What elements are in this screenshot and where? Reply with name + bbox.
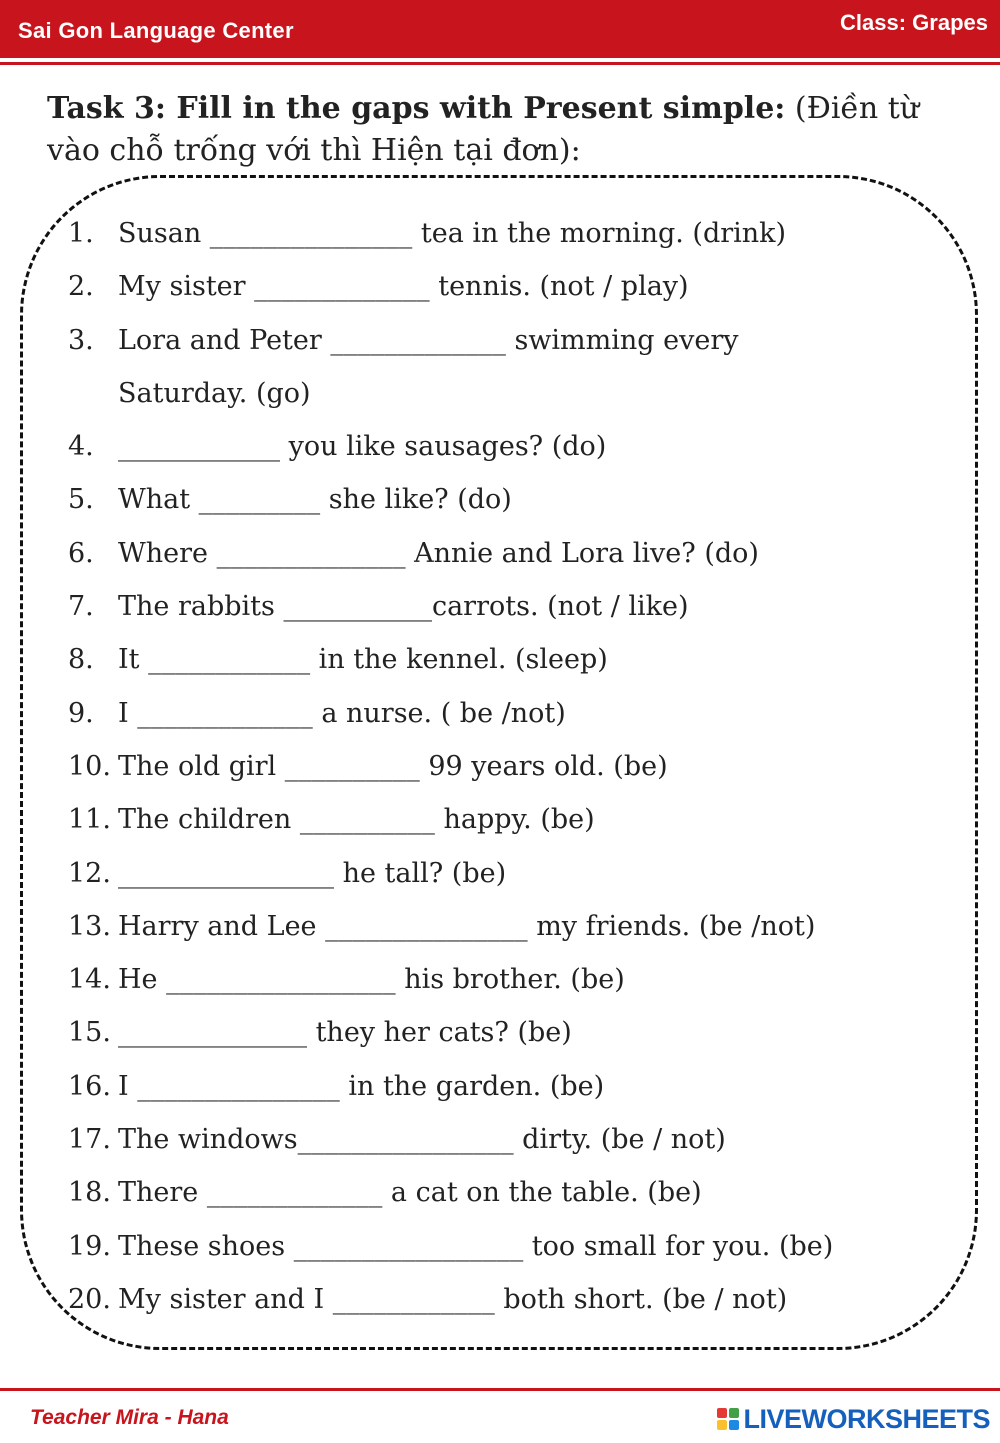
exercise-item bbox=[68, 1276, 968, 1329]
exercise-text: Where ______________ Annie and Lora live? (do) bbox=[118, 537, 759, 569]
brand-name: LIVEWORKSHEETS bbox=[743, 1403, 990, 1434]
exercise-item bbox=[68, 423, 968, 476]
header-divider bbox=[0, 62, 1000, 65]
exercise-text: He _________________ his brother. (be) bbox=[118, 964, 625, 996]
exercise-number: 12. bbox=[68, 857, 111, 889]
exercise-item bbox=[68, 583, 968, 636]
exercise-text: Lora and Peter _____________ swimming every bbox=[118, 324, 739, 356]
exercise-number: 5. bbox=[68, 484, 94, 516]
exercise-item bbox=[68, 1223, 968, 1276]
exercise-item bbox=[68, 370, 968, 423]
exercise-number: 3. bbox=[68, 324, 94, 356]
exercise-text: ______________ they her cats? (be) bbox=[118, 1017, 572, 1049]
task-title: Task 3: Fill in the gaps with Present simple: bbox=[47, 91, 786, 126]
exercise-number: 18. bbox=[68, 1177, 111, 1209]
task-instructions bbox=[47, 88, 977, 172]
exercise-list bbox=[68, 210, 968, 1329]
exercise-text: I _____________ a nurse. ( be /not) bbox=[118, 697, 566, 729]
logo-square-red bbox=[717, 1408, 727, 1418]
exercise-text: My sister and I ____________ both short. (be / not) bbox=[118, 1283, 788, 1315]
exercise-item bbox=[68, 956, 968, 1009]
exercise-number: 19. bbox=[68, 1230, 111, 1262]
exercise-item bbox=[68, 210, 968, 263]
exercise-item bbox=[68, 796, 968, 849]
exercise-number: 2. bbox=[68, 271, 94, 303]
exercise-text: ____________ you like sausages? (do) bbox=[118, 431, 607, 463]
exercise-number: 17. bbox=[68, 1124, 111, 1156]
exercise-text: What _________ she like? (do) bbox=[118, 484, 512, 516]
exercise-item bbox=[68, 690, 968, 743]
exercise-item bbox=[68, 850, 968, 903]
class-label: Class: Grapes bbox=[840, 10, 988, 35]
exercise-number: 20. bbox=[68, 1283, 111, 1315]
exercise-item bbox=[68, 1063, 968, 1116]
exercise-number: 8. bbox=[68, 644, 94, 676]
exercise-text: I _______________ in the garden. (be) bbox=[118, 1070, 605, 1102]
teacher-name: Teacher Mira - Hana bbox=[30, 1406, 229, 1429]
exercise-item bbox=[68, 1009, 968, 1062]
exercise-text: The windows________________ dirty. (be / not) bbox=[118, 1124, 726, 1156]
logo-square-blue bbox=[729, 1420, 739, 1430]
exercise-number: 10. bbox=[68, 750, 111, 782]
exercise-item bbox=[68, 1116, 968, 1169]
exercise-item bbox=[68, 636, 968, 689]
exercise-item bbox=[68, 263, 968, 316]
exercise-number: 9. bbox=[68, 697, 94, 729]
task-subtitle: (Điền từ vào chỗ trống với thì Hiện tại đơn): bbox=[47, 91, 920, 168]
exercise-text: Saturday. (go) bbox=[118, 377, 311, 409]
exercise-number: 13. bbox=[68, 910, 111, 942]
exercise-text: Harry and Lee _______________ my friends. (be /not) bbox=[118, 910, 816, 942]
exercise-number: 15. bbox=[68, 1017, 111, 1049]
center-name: Sai Gon Language Center bbox=[18, 18, 294, 43]
exercise-text: It ____________ in the kennel. (sleep) bbox=[118, 644, 608, 676]
exercise-text: The children __________ happy. (be) bbox=[118, 804, 595, 836]
footer-divider bbox=[0, 1388, 1000, 1391]
header-bar bbox=[0, 0, 1000, 58]
exercise-number: 16. bbox=[68, 1070, 111, 1102]
exercise-item bbox=[68, 530, 968, 583]
logo-square-yellow bbox=[717, 1420, 727, 1430]
exercise-number: 1. bbox=[68, 218, 94, 249]
exercise-number: 14. bbox=[68, 964, 111, 996]
exercise-text: The old girl __________ 99 years old. (be) bbox=[118, 750, 668, 782]
exercise-item bbox=[68, 476, 968, 529]
exercise-text: ________________ he tall? (be) bbox=[118, 857, 507, 889]
exercise-number: 7. bbox=[68, 591, 94, 623]
exercise-text: These shoes _________________ too small for you. (be) bbox=[118, 1230, 834, 1262]
exercise-text: The rabbits ___________carrots. (not / like) bbox=[118, 591, 689, 623]
exercise-number: 4. bbox=[68, 431, 94, 463]
exercise-text: Susan _______________ tea in the morning. (drink) bbox=[118, 218, 787, 249]
liveworksheets-logo-icon bbox=[717, 1408, 739, 1430]
exercise-item bbox=[68, 317, 968, 370]
exercise-text: There _____________ a cat on the table. (be) bbox=[118, 1177, 702, 1209]
exercise-item bbox=[68, 1169, 968, 1222]
logo-square-green bbox=[729, 1408, 739, 1418]
exercise-item bbox=[68, 743, 968, 796]
exercise-number: 11. bbox=[68, 804, 111, 836]
liveworksheets-brand[interactable] bbox=[717, 1404, 990, 1434]
exercise-text: My sister _____________ tennis. (not / play) bbox=[118, 271, 689, 303]
exercise-number: 6. bbox=[68, 537, 94, 569]
exercise-item bbox=[68, 903, 968, 956]
